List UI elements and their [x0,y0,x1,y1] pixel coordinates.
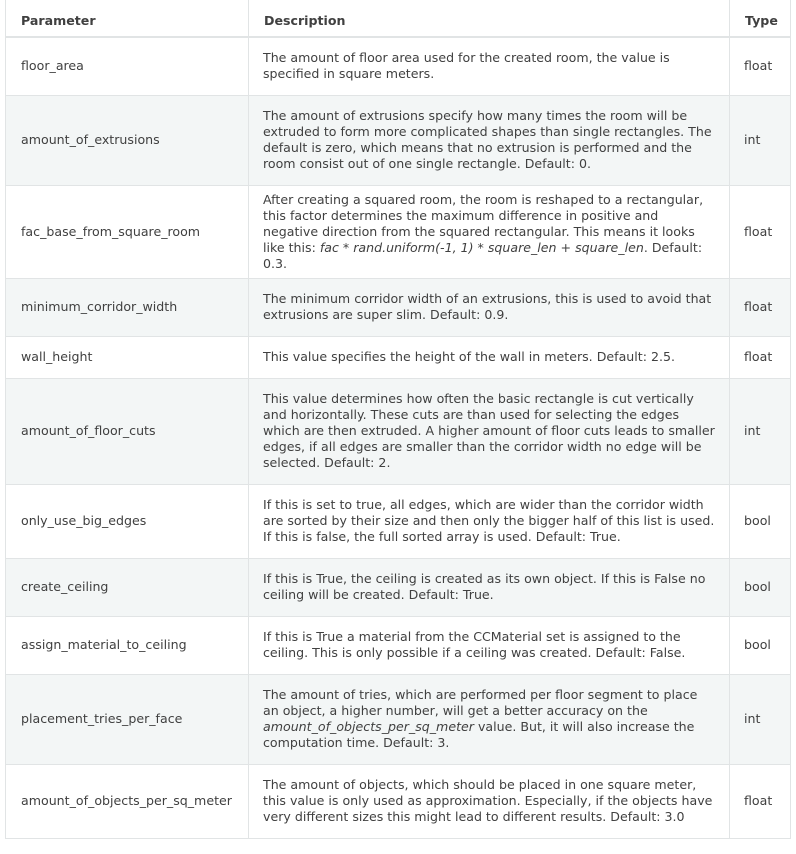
desc-text: The amount of objects, which should be placed in one square meter, this value is only used as approximation. Especially, if the objects have very different sizes this might lead to different results. Default: 3.0 [263,777,713,824]
table-row [6,95,791,185]
param-name: create_ceiling [6,558,249,616]
param-type: float [730,185,791,278]
table-row [6,378,791,484]
param-description [249,764,730,838]
param-description [249,95,730,185]
param-type: bool [730,558,791,616]
param-description [249,484,730,558]
param-type: int [730,674,791,764]
param-type: bool [730,616,791,674]
table-row [6,484,791,558]
header-parameter: Parameter [6,0,249,37]
table-row [6,185,791,278]
param-description [249,558,730,616]
parameters-table [5,0,791,839]
param-name: minimum_corridor_width [6,278,249,336]
desc-text: After creating a squared room, the room is reshaped to a rectangular, this factor determines the maximum difference in positive and negative direction from the squared rectangular. This means it looks like this: [263,191,704,255]
desc-text: The amount of extrusions specify how many times the room will be extruded to form more complicated shapes than single rectangles. The default is zero, which means that no extrusion is performed and the room consist out of one single rectangle. Default: 0. [263,108,712,171]
header-type: Type [730,0,791,37]
param-type: float [730,37,791,95]
param-type: float [730,278,791,336]
param-description [249,278,730,336]
param-name: assign_material_to_ceiling [6,616,249,674]
param-name: only_use_big_edges [6,484,249,558]
param-type: int [730,95,791,185]
desc-text: If this is True a material from the CCMaterial set is assigned to the ceiling. This is only possible if a ceiling was created. Default: False. [263,629,686,660]
table-row [6,764,791,838]
table-row [6,616,791,674]
desc-text: If this is True, the ceiling is created as its own object. If this is False no ceiling will be created. Default: True. [263,571,706,602]
param-description [249,336,730,378]
param-type: int [730,378,791,484]
param-name: amount_of_objects_per_sq_meter [6,764,249,838]
desc-text: value. But, it will also increase the computation time. Default: 3. [263,719,695,750]
desc-text: If this is set to true, all edges, which are wider than the corridor width are sorted by their size and then only the bigger half of this list is used. If this is false, the full sorted array is used. Default: True. [263,497,715,544]
desc-text: The amount of floor area used for the created room, the value is specified in square meters. [263,50,670,82]
param-description [249,378,730,484]
param-name: floor_area [6,37,249,95]
table-row [6,558,791,616]
param-name: placement_tries_per_face [6,674,249,764]
desc-text: The amount of tries, which are performed per floor segment to place an object, a higher number, will get a better accuracy on the [263,687,698,718]
table-header-row [6,0,791,37]
param-description [249,674,730,764]
table-row [6,37,791,95]
desc-text: . Default: 0.3. [263,239,703,271]
param-type: float [730,764,791,838]
table-row [6,278,791,336]
desc-text: This value specifies the height of the wall in meters. Default: 2.5. [263,349,675,364]
param-type: bool [730,484,791,558]
param-type: float [730,336,791,378]
table-row [6,336,791,378]
param-description [249,616,730,674]
param-description [249,185,730,278]
desc-text: This value determines how often the basic rectangle is cut vertically and horizontally. These cuts are than used for selecting the edges which are then extruded. A higher amount of floor cuts leads to smaller edges, if all edges are smaller than the corridor width no edge will be selected. Default: 2. [263,391,715,470]
table-row [6,674,791,764]
param-description [249,37,730,95]
param-name: amount_of_extrusions [6,95,249,185]
desc-formula: fac * rand.uniform(-1, 1) * square_len + square_len [319,239,644,255]
param-name: wall_height [6,336,249,378]
desc-param-ref: amount_of_objects_per_sq_meter [263,719,474,734]
param-name: amount_of_floor_cuts [6,378,249,484]
param-name: fac_base_from_square_room [6,185,249,278]
header-description: Description [249,0,730,37]
desc-text: The minimum corridor width of an extrusions, this is used to avoid that extrusions are super slim. Default: 0.9. [263,291,712,322]
